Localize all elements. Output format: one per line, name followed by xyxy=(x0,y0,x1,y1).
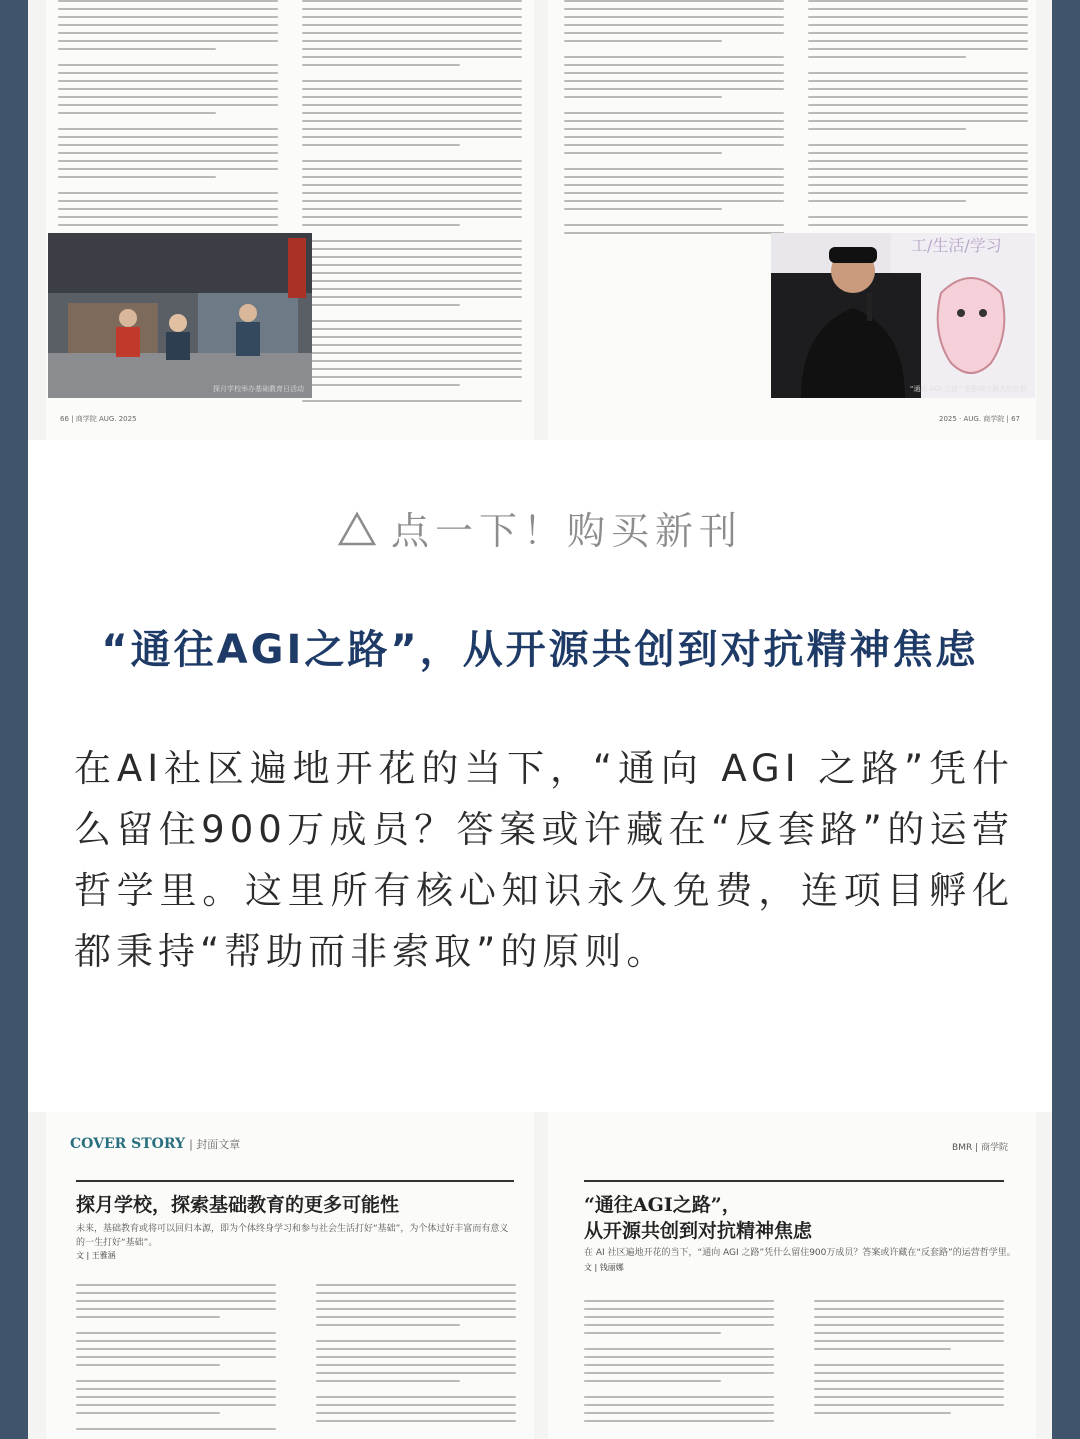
text-line xyxy=(808,160,1028,162)
text-line xyxy=(564,80,784,82)
paragraph-gap xyxy=(564,104,784,112)
text-line xyxy=(808,112,1028,114)
paragraph-gap xyxy=(302,72,522,80)
text-column xyxy=(808,0,1028,232)
paragraph-gap xyxy=(564,48,784,56)
text-line xyxy=(584,1396,774,1398)
text-line xyxy=(584,1308,774,1310)
text-line xyxy=(316,1380,460,1382)
paragraph-gap xyxy=(808,136,1028,144)
text-line xyxy=(564,16,784,18)
text-line xyxy=(302,112,522,114)
text-line xyxy=(58,200,278,202)
text-line xyxy=(814,1404,1004,1406)
paragraph-gap xyxy=(808,64,1028,72)
text-line xyxy=(564,152,722,154)
text-line xyxy=(814,1364,1004,1366)
text-line xyxy=(302,200,522,202)
text-line xyxy=(302,40,522,42)
text-line xyxy=(302,48,522,50)
text-line xyxy=(58,176,216,178)
text-line xyxy=(564,24,784,26)
paragraph-gap xyxy=(584,1340,774,1348)
paragraph-gap xyxy=(58,184,278,192)
text-line xyxy=(76,1396,276,1398)
text-line xyxy=(302,208,522,210)
photo-caption: “通往 AGI 之路” 是影响力最大的社群 xyxy=(909,385,1027,393)
text-line xyxy=(564,232,784,234)
paragraph-gap xyxy=(302,312,522,320)
text-line xyxy=(808,32,1028,34)
text-line xyxy=(302,96,522,98)
text-line xyxy=(814,1396,1004,1398)
text-line xyxy=(316,1372,516,1374)
text-line xyxy=(58,8,278,10)
text-line xyxy=(316,1340,516,1342)
text-line xyxy=(302,296,522,298)
text-column xyxy=(564,0,784,240)
text-line xyxy=(302,0,522,2)
text-column xyxy=(584,1300,774,1428)
text-line xyxy=(302,272,522,274)
text-line xyxy=(302,264,522,266)
paragraph-gap xyxy=(76,1420,276,1428)
text-line xyxy=(302,192,522,194)
paragraph-gap xyxy=(302,152,522,160)
text-line xyxy=(584,1412,774,1414)
paragraph-gap xyxy=(316,1332,516,1340)
text-line xyxy=(58,24,278,26)
text-line xyxy=(564,168,784,170)
magazine-page-left xyxy=(46,0,534,440)
text-line xyxy=(814,1340,1004,1342)
text-line xyxy=(58,32,278,34)
paragraph-gap xyxy=(814,1420,1004,1428)
text-line xyxy=(316,1356,516,1358)
school-activity-photo xyxy=(48,233,312,398)
paragraph-gap xyxy=(814,1356,1004,1364)
text-line xyxy=(76,1316,220,1318)
text-line xyxy=(76,1300,276,1302)
right-article-subtitle: 在 AI 社区遍地开花的当下，“通向 AGI 之路”凭什么留住900万成员？答案或许藏在“反套路”的运营哲学里。 xyxy=(584,1248,1016,1258)
text-line xyxy=(302,168,522,170)
paragraph-gap xyxy=(302,392,522,400)
text-line xyxy=(814,1380,1004,1382)
text-line xyxy=(302,224,460,226)
text-line xyxy=(564,72,784,74)
text-line xyxy=(564,32,784,34)
text-line xyxy=(302,320,522,322)
text-line xyxy=(808,88,1028,90)
text-line xyxy=(58,0,278,2)
text-line xyxy=(58,144,278,146)
text-line xyxy=(584,1316,774,1318)
text-line xyxy=(316,1404,516,1406)
text-line xyxy=(58,16,278,18)
text-line xyxy=(808,152,1028,154)
text-line xyxy=(302,360,522,362)
paragraph-gap xyxy=(76,1324,276,1332)
text-line xyxy=(814,1324,1004,1326)
text-line xyxy=(58,72,278,74)
text-line xyxy=(564,200,784,202)
text-line xyxy=(584,1420,774,1422)
text-line xyxy=(814,1348,951,1350)
text-line xyxy=(814,1412,951,1414)
cover-story-label: COVER STORY xyxy=(70,1136,186,1152)
text-line xyxy=(302,240,522,242)
right-article-title-line2: 从开源共创到对抗精神焦虑 xyxy=(584,1220,813,1242)
text-line xyxy=(564,8,784,10)
text-line xyxy=(302,256,522,258)
text-line xyxy=(808,184,1028,186)
text-line xyxy=(58,216,278,218)
paragraph-gap xyxy=(76,1372,276,1380)
text-line xyxy=(808,176,1028,178)
speaker-photo xyxy=(771,233,1035,398)
text-line xyxy=(564,184,784,186)
text-line xyxy=(76,1404,276,1406)
text-line xyxy=(302,328,522,330)
text-line xyxy=(302,160,522,162)
text-line xyxy=(808,96,1028,98)
page-folio-right: 2025 · AUG. 商学院 | 67 xyxy=(939,415,1020,423)
text-line xyxy=(814,1332,1004,1334)
text-line xyxy=(76,1284,276,1286)
text-line xyxy=(76,1340,276,1342)
text-line xyxy=(76,1364,220,1366)
text-line xyxy=(58,208,278,210)
text-line xyxy=(302,80,522,82)
text-line xyxy=(808,72,1028,74)
text-line xyxy=(564,176,784,178)
text-line xyxy=(302,368,522,370)
text-line xyxy=(302,64,460,66)
text-line xyxy=(584,1404,774,1406)
text-line xyxy=(76,1428,276,1430)
text-line xyxy=(316,1364,516,1366)
text-line xyxy=(584,1332,721,1334)
text-line xyxy=(808,120,1028,122)
magazine-page-right xyxy=(548,0,1036,440)
text-column xyxy=(76,1284,276,1436)
text-line xyxy=(814,1316,1004,1318)
text-line xyxy=(76,1388,276,1390)
text-line xyxy=(814,1300,1004,1302)
text-line xyxy=(302,336,522,338)
paragraph-gap xyxy=(564,160,784,168)
right-border xyxy=(1052,0,1080,1439)
text-line xyxy=(808,168,1028,170)
paragraph-gap xyxy=(808,208,1028,216)
text-line xyxy=(564,208,722,210)
text-line xyxy=(58,160,278,162)
text-line xyxy=(302,288,522,290)
paragraph-gap xyxy=(58,56,278,64)
text-line xyxy=(808,216,1028,218)
text-line xyxy=(76,1348,276,1350)
text-line xyxy=(302,280,522,282)
text-line xyxy=(564,120,784,122)
content-area xyxy=(28,0,1052,1439)
text-line xyxy=(808,56,966,58)
text-line xyxy=(564,56,784,58)
text-line xyxy=(808,128,966,130)
text-line xyxy=(564,144,784,146)
text-line xyxy=(808,104,1028,106)
triangle-outline-icon xyxy=(337,511,377,556)
right-article-byline: 文 | 钱丽娜 xyxy=(584,1263,624,1272)
paragraph-gap xyxy=(584,1388,774,1396)
text-line xyxy=(564,96,722,98)
text-line xyxy=(316,1316,516,1318)
article-lead: 在AI社区遍地开花的当下，“通向 AGI 之路”凭什么留住900万成员？答案或许藏在“反套路”的运营哲学里。这里所有核心知识永久免费，连项目孵化都秉持“帮助而非索取”的原则。 xyxy=(74,747,1014,973)
text-line xyxy=(302,128,522,130)
text-line xyxy=(58,168,278,170)
text-line xyxy=(564,112,784,114)
text-line xyxy=(302,344,522,346)
text-line xyxy=(316,1300,516,1302)
cover-story-cn: | 封面文章 xyxy=(189,1138,241,1151)
text-column xyxy=(302,0,522,408)
text-line xyxy=(808,0,1028,2)
cta-label: 点一下！购买新刊 xyxy=(390,509,743,553)
text-line xyxy=(302,8,522,10)
text-line xyxy=(808,192,1028,194)
svg-text:工/生活/学习: 工/生活/学习 xyxy=(911,236,1002,255)
page-folio-left: 66 | 商学院 AUG. 2025 xyxy=(60,415,137,423)
text-line xyxy=(302,248,522,250)
text-line xyxy=(564,128,784,130)
text-line xyxy=(58,192,278,194)
left-article-subtitle: 未来，基础教育或将可以回归本源，即为个体终身学习和参与社会生活打好“基础”，为个体过好丰富而有意义的一生打好“基础”。 xyxy=(76,1224,509,1248)
left-article-title: 探月学校，探索基础教育的更多可能性 xyxy=(76,1194,400,1216)
text-line xyxy=(808,200,966,202)
text-line xyxy=(316,1292,516,1294)
text-line xyxy=(58,112,216,114)
text-line xyxy=(58,80,278,82)
text-line xyxy=(76,1292,276,1294)
magazine-page-left xyxy=(46,1112,534,1439)
text-line xyxy=(584,1300,774,1302)
text-line xyxy=(58,104,278,106)
text-line xyxy=(302,304,460,306)
article-headline: “通往AGI之路”，从开源共创到对抗精神焦虑 xyxy=(101,627,979,673)
text-line xyxy=(814,1388,1004,1390)
text-line xyxy=(316,1348,516,1350)
text-line xyxy=(564,64,784,66)
text-line xyxy=(302,176,522,178)
magazine-spread-top xyxy=(28,0,1052,440)
text-line xyxy=(316,1420,516,1422)
text-line xyxy=(808,16,1028,18)
text-line xyxy=(58,48,216,50)
bmr-brand: BMR | 商学院 xyxy=(952,1143,1008,1153)
text-line xyxy=(564,136,784,138)
text-line xyxy=(302,56,522,58)
text-line xyxy=(316,1396,516,1398)
text-line xyxy=(814,1308,1004,1310)
text-line xyxy=(58,136,278,138)
text-line xyxy=(58,64,278,66)
title-rule xyxy=(76,1180,514,1182)
text-line xyxy=(316,1412,516,1414)
text-line xyxy=(302,120,522,122)
right-article-title-line1: “通往AGI之路”， xyxy=(584,1194,741,1216)
text-line xyxy=(302,184,522,186)
title-rule xyxy=(584,1180,1004,1182)
text-line xyxy=(302,216,522,218)
text-line xyxy=(302,32,522,34)
text-line xyxy=(302,384,460,386)
text-line xyxy=(58,40,278,42)
text-line xyxy=(302,144,460,146)
cover-story-tag xyxy=(70,1136,240,1152)
text-line xyxy=(808,80,1028,82)
text-column xyxy=(58,0,278,232)
text-line xyxy=(564,40,722,42)
text-line xyxy=(808,224,1028,226)
left-border xyxy=(0,0,28,1439)
photo-caption: 探月学校举办基础教育日活动 xyxy=(213,385,304,393)
text-line xyxy=(302,104,522,106)
text-line xyxy=(302,136,522,138)
text-line xyxy=(302,352,522,354)
magazine-spread-bottom xyxy=(28,1112,1052,1439)
text-line xyxy=(76,1332,276,1334)
text-column xyxy=(814,1300,1004,1428)
text-line xyxy=(564,88,784,90)
text-line xyxy=(584,1324,774,1326)
paragraph-gap xyxy=(564,216,784,224)
text-line xyxy=(302,376,522,378)
text-line xyxy=(584,1364,774,1366)
text-line xyxy=(58,128,278,130)
text-line xyxy=(564,224,784,226)
text-line xyxy=(564,192,784,194)
text-line xyxy=(316,1324,460,1326)
text-line xyxy=(316,1308,516,1310)
text-line xyxy=(58,88,278,90)
text-line xyxy=(814,1372,1004,1374)
buy-new-issue-link[interactable] xyxy=(28,500,1052,556)
text-line xyxy=(76,1412,220,1414)
text-line xyxy=(808,24,1028,26)
text-line xyxy=(58,152,278,154)
text-line xyxy=(808,40,1028,42)
text-line xyxy=(76,1308,276,1310)
left-article-byline: 文 | 王雅涵 xyxy=(76,1251,116,1260)
text-line xyxy=(564,0,784,2)
paragraph-gap xyxy=(302,232,522,240)
text-line xyxy=(302,24,522,26)
text-line xyxy=(584,1348,774,1350)
text-line xyxy=(58,96,278,98)
text-line xyxy=(302,16,522,18)
text-line xyxy=(584,1380,721,1382)
text-line xyxy=(302,400,522,402)
paragraph-gap xyxy=(58,120,278,128)
text-line xyxy=(584,1356,774,1358)
text-line xyxy=(808,48,1028,50)
text-line xyxy=(58,224,278,226)
text-line xyxy=(302,88,522,90)
magazine-page-right xyxy=(548,1112,1036,1439)
text-line xyxy=(76,1380,276,1382)
text-column xyxy=(316,1284,516,1428)
text-line xyxy=(808,8,1028,10)
text-line xyxy=(76,1356,276,1358)
text-line xyxy=(316,1284,516,1286)
paragraph-gap xyxy=(316,1388,516,1396)
text-line xyxy=(584,1372,774,1374)
text-line xyxy=(808,144,1028,146)
